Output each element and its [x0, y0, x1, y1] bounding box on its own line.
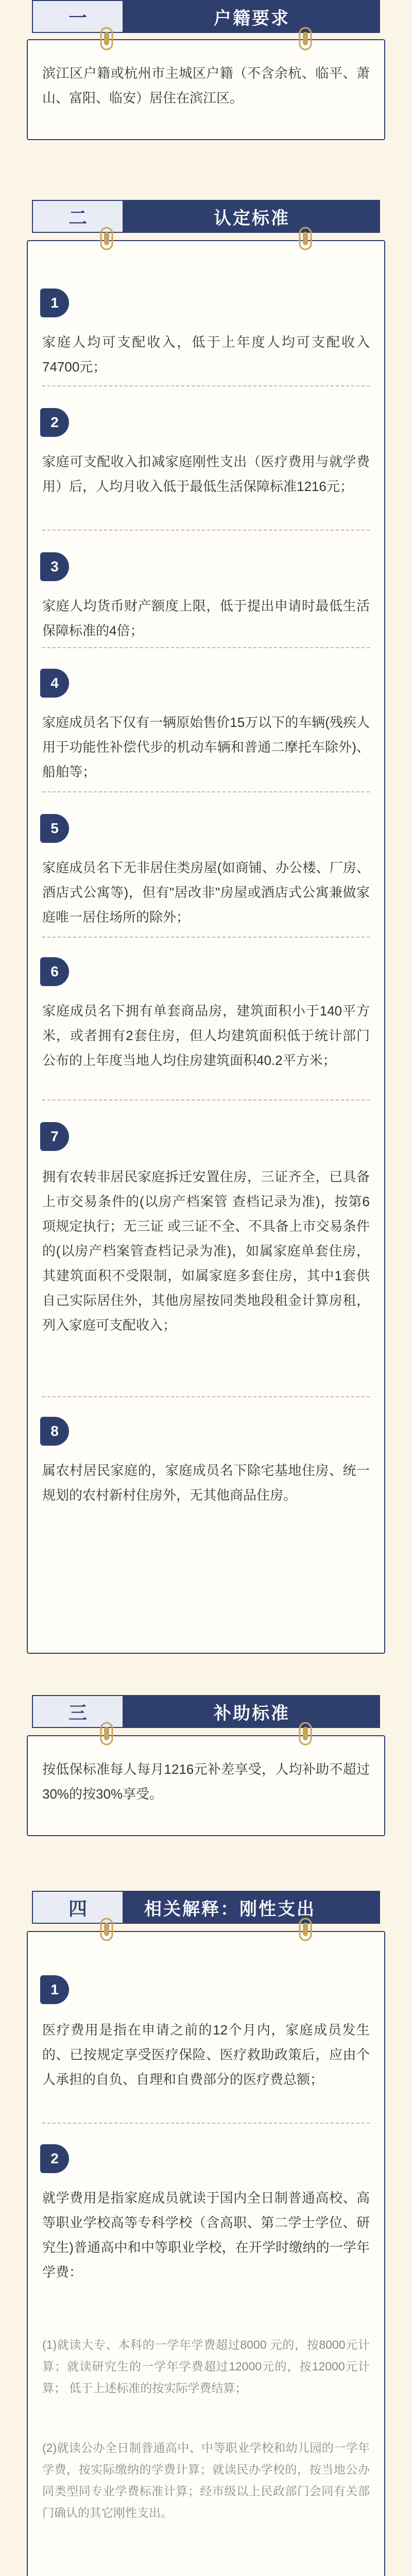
explanation-item-text: 医疗费用是指在申请之前的12个月内，家庭成员发生的、已按规定享受医疗保险、医疗救助政策后，应由个人承担的自负、自理和自费部分的医疗费总额； [42, 2022, 370, 2087]
section-number: 二 [32, 200, 124, 233]
item-divider [42, 791, 370, 792]
binder-ring-icon [98, 1918, 115, 1941]
item-number-badge: 3 [40, 552, 69, 581]
item-number-badge: 6 [40, 957, 69, 986]
criteria-item-text: 属农村居民家庭的，家庭成员名下除宅基地住房、统一规划的农村新村住房外，无其他商品住房。 [42, 1463, 370, 1503]
binder-ring-icon [297, 27, 314, 50]
item-number-badge: 2 [40, 2144, 69, 2173]
section-body-text: 滨江区户籍或杭州市主城区户籍（不含余杭、临平、萧山、富阳、临安）居住在滨江区。 [42, 65, 370, 106]
item-divider [42, 2123, 370, 2124]
item-number-badge: 2 [40, 408, 69, 437]
section-header-3 [32, 1695, 380, 1728]
criteria-item-text: 家庭人均可支配收入，低于上年度人均可支配收入74700元； [42, 334, 370, 375]
criteria-item-text: 家庭成员名下拥有单套商品房，建筑面积小于140平方米，或者拥有2套住房，但人均建筑面积低于统计部门公布的上年度当地人均住房建筑面积40.2平方米； [42, 1003, 370, 1068]
section-header-4 [32, 1891, 380, 1924]
item-number-badge: 4 [40, 669, 69, 698]
explanation-item-text: 就学费用是指家庭成员就读于国内全日制普通高校、高等职业学校高等专科学校（含高职、第二学士学位、研究生)普通高中和中等职业学校，在开学时缴纳的一学年学费： [42, 2190, 370, 2280]
item-number-badge: 7 [40, 1122, 69, 1151]
section-header-2 [32, 200, 380, 233]
binder-ring-icon [98, 27, 115, 50]
binder-ring-icon [297, 1722, 314, 1745]
item-divider [42, 937, 370, 938]
section-title: 相关解释：刚性支出 [124, 1891, 380, 1924]
fee-note-2: (2)就读公办全日制普通高中、中等职业学校和幼儿园的一学年学费，按实际缴纳的学费计算；就读民办学校的，按当地公办同类型同专业学费标准计算；经市级以上民政部门会同有关部门确认的其它刚性支出。 [42, 2441, 370, 2519]
item-divider [42, 1396, 370, 1397]
section-header-1 [32, 0, 380, 33]
section-title: 补助标准 [124, 1695, 380, 1728]
item-number-badge: 5 [40, 814, 69, 843]
item-number-badge: 8 [40, 1417, 69, 1446]
item-divider [42, 385, 370, 386]
section-number: 四 [32, 1891, 124, 1924]
section-number: 三 [32, 1695, 124, 1728]
binder-ring-icon [98, 227, 115, 250]
binder-ring-icon [297, 1918, 314, 1941]
section-title: 认定标准 [124, 200, 380, 233]
item-divider [42, 1099, 370, 1100]
criteria-item-text: 家庭可支配收入扣减家庭刚性支出（医疗费用与就学费用）后，人均月收入低于最低生活保障标准1216元； [42, 454, 370, 494]
section-number: 一 [32, 0, 124, 33]
criteria-item-text: 家庭成员名下仅有一辆原始售价15万以下的车辆(残疾人用于功能性补偿代步的机动车辆和普通二摩托车除外)、船舶等； [42, 715, 370, 779]
item-number-badge: 1 [40, 289, 69, 317]
binder-ring-icon [98, 1722, 115, 1745]
section-body-text: 按低保标准每人每月1216元补差享受，人均补助不超过30%的按30%享受。 [42, 1761, 370, 1802]
item-number-badge: 1 [40, 1975, 69, 2004]
criteria-item-text: 家庭人均货币财产额度上限，低于提出申请时最低生活保障标准的4倍； [42, 598, 370, 638]
fee-note-1: (1)就读大专、本科的一学年学费超过8000 元的，按8000元计算；就读研究生的一学年学费超过12000元的，按12000元计算； 低于上述标准的按实际学费结算； [42, 2338, 370, 2395]
item-divider [42, 647, 370, 648]
criteria-item-text: 家庭成员名下无非居住类房屋(如商铺、办公楼、厂房、酒店式公寓等)，但有"居改非"房屋或酒店式公寓兼做家庭唯一居住场所的除外； [42, 860, 370, 925]
criteria-item-text: 拥有农转非居民家庭拆迁安置住房，三证齐全，已具备上市交易条件的(以房产档案管 查档记录为准)，按第6项规定执行；无三证 或三证不全、不具备上市交易条件的(以房产档案管查档记录为准)，如属家庭单套住房，其建筑面积不受限制，如属家庭多套住房，其中1套供自己实际居住外，其他房屋按同类地段租金计算房租，列入家庭可支配收入； [42, 1169, 370, 1333]
section-title: 户籍要求 [124, 0, 380, 33]
binder-ring-icon [297, 227, 314, 250]
item-divider [42, 530, 370, 531]
